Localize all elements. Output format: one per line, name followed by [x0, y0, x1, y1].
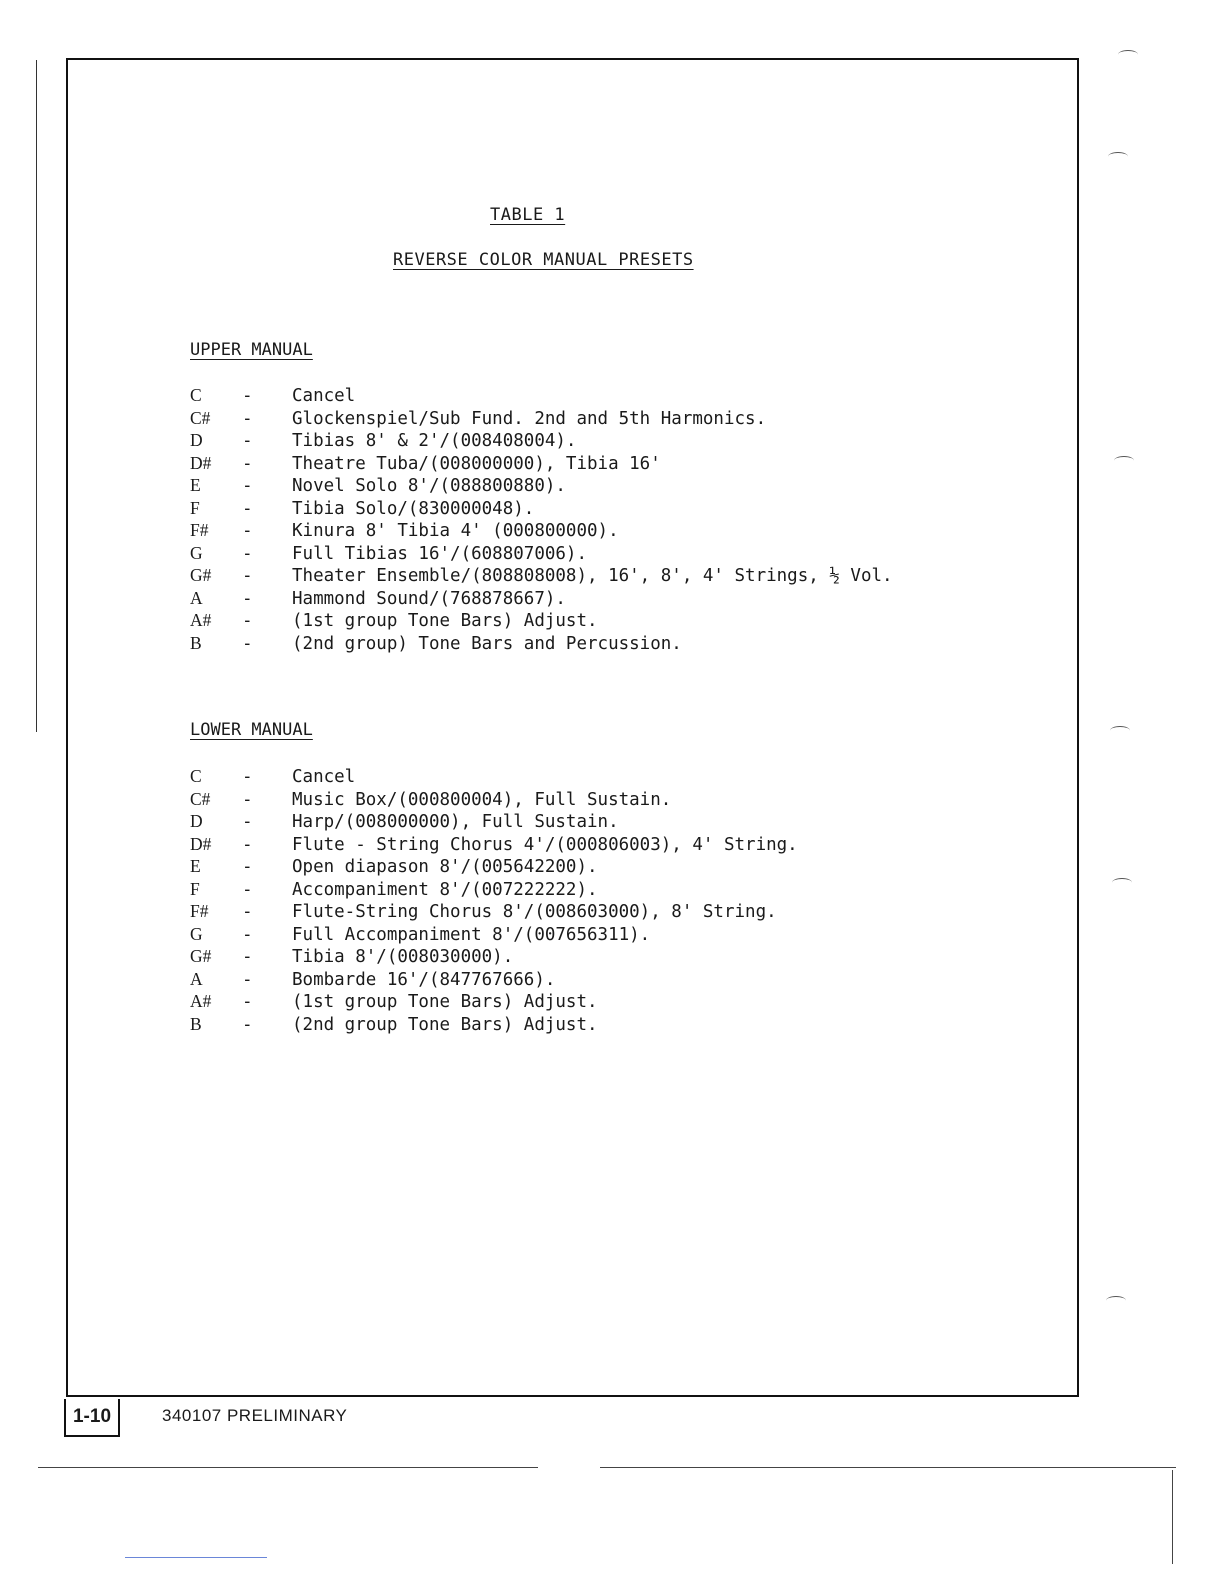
blue-underline-mark [125, 1557, 267, 1558]
preset-row [190, 788, 798, 811]
preset-dash: - [242, 812, 253, 832]
margin-scan-mark [1112, 878, 1132, 887]
preset-dash: - [242, 431, 253, 451]
preset-key: C# [190, 788, 211, 809]
preset-key: G# [190, 565, 212, 585]
table-number: TABLE 1 [490, 205, 566, 225]
preset-key: F# [190, 901, 209, 921]
preset-key: A# [190, 610, 212, 630]
preset-description: Theatre Tuba/(008000000), Tibia 16' [292, 453, 661, 474]
preset-dash: - [242, 408, 253, 429]
preset-description: (2nd group) Tone Bars and Percussion. [292, 633, 682, 654]
preset-dash: - [242, 476, 253, 496]
preset-dash: - [242, 611, 253, 631]
preset-description: Tibia Solo/(830000048). [292, 498, 535, 519]
preset-row [190, 923, 798, 946]
preset-key: B [190, 632, 202, 653]
preset-row [190, 1013, 798, 1036]
bottom-rule-right [600, 1467, 1176, 1468]
preset-description: Hammond Sound/(768878667). [292, 588, 566, 609]
margin-scan-mark [1106, 1296, 1126, 1305]
preset-dash: - [242, 521, 253, 541]
preset-description: Bombarde 16'/(847767666). [292, 969, 556, 990]
preset-key: D# [190, 833, 212, 854]
preset-key: F [190, 497, 200, 518]
preset-row [190, 632, 893, 655]
preset-dash: - [242, 633, 253, 654]
preset-key: G [190, 923, 203, 944]
preset-row [190, 474, 893, 497]
preset-description: Cancel [292, 767, 356, 787]
document-code: 340107 PRELIMINARY [162, 1406, 348, 1425]
preset-description: Glockenspiel/Sub Fund. 2nd and 5th Harmonics. [292, 408, 767, 429]
preset-dash: - [242, 588, 253, 609]
preset-key: D [190, 430, 203, 450]
preset-dash: - [242, 902, 253, 922]
preset-description: Tibia 8'/(008030000). [292, 947, 514, 967]
preset-key: F [190, 878, 200, 899]
preset-description: Music Box/(000800004), Full Sustain. [292, 789, 672, 810]
preset-dash: - [242, 992, 253, 1012]
preset-description: Theater Ensemble/(808808008), 16', 8', 4' Strings, ½ Vol. [292, 566, 893, 586]
preset-key: C# [190, 407, 211, 428]
preset-description: (1st group Tone Bars) Adjust. [292, 992, 598, 1012]
preset-description: Cancel [292, 386, 356, 406]
preset-dash: - [242, 1014, 253, 1035]
preset-dash: - [242, 789, 253, 810]
preset-dash: - [242, 386, 253, 406]
preset-description: Harp/(008000000), Full Sustain. [292, 812, 619, 832]
preset-dash: - [242, 767, 253, 787]
preset-row [190, 609, 893, 632]
preset-row [190, 564, 893, 587]
preset-key: A# [190, 991, 212, 1011]
preset-description: Accompaniment 8'/(007222222). [292, 879, 598, 900]
preset-row [190, 542, 893, 565]
preset-row [190, 878, 798, 901]
preset-key: E [190, 856, 201, 876]
preset-row [190, 519, 893, 542]
preset-key: A [190, 968, 203, 989]
lower-manual-heading: LOWER MANUAL [190, 720, 313, 740]
preset-dash: - [242, 879, 253, 900]
preset-key: B [190, 1013, 202, 1034]
preset-row [190, 900, 798, 923]
preset-row [190, 765, 798, 788]
upper-manual-preset-list [190, 384, 893, 654]
preset-row [190, 833, 798, 856]
preset-row [190, 855, 798, 878]
preset-key: A [190, 587, 203, 608]
preset-description: Flute - String Chorus 4'/(000806003), 4' String. [292, 834, 798, 855]
preset-description: (2nd group Tone Bars) Adjust. [292, 1014, 598, 1035]
preset-dash: - [242, 498, 253, 519]
preset-dash: - [242, 969, 253, 990]
preset-dash: - [242, 947, 253, 967]
right-edge-rule [1172, 1470, 1173, 1564]
preset-row [190, 429, 893, 452]
preset-row [190, 407, 893, 430]
lower-manual-preset-list [190, 765, 798, 1035]
binding-margin-rule [36, 60, 37, 732]
preset-row [190, 990, 798, 1013]
preset-key: G# [190, 946, 212, 966]
preset-description: Open diapason 8'/(005642200). [292, 857, 598, 877]
preset-row [190, 810, 798, 833]
margin-scan-mark [1114, 456, 1134, 465]
preset-key: E [190, 475, 201, 495]
bottom-rule-left [38, 1467, 538, 1468]
preset-description: Novel Solo 8'/(088800880). [292, 476, 566, 496]
preset-description: Tibias 8' & 2'/(008408004). [292, 431, 577, 451]
preset-dash: - [242, 543, 253, 564]
preset-row [190, 497, 893, 520]
preset-dash: - [242, 453, 253, 474]
preset-description: (1st group Tone Bars) Adjust. [292, 611, 598, 631]
preset-key: D# [190, 452, 212, 473]
upper-manual-heading: UPPER MANUAL [190, 340, 313, 360]
preset-dash: - [242, 924, 253, 945]
margin-scan-mark [1118, 50, 1138, 59]
preset-row [190, 452, 893, 475]
margin-scan-mark [1108, 152, 1128, 161]
page-number-badge: 1-10 [64, 1399, 120, 1437]
preset-description: Full Accompaniment 8'/(007656311). [292, 924, 651, 945]
margin-scan-mark [1110, 726, 1130, 735]
preset-key: C [190, 766, 202, 786]
preset-row [190, 945, 798, 968]
preset-key: D [190, 811, 203, 831]
preset-key: G [190, 542, 203, 563]
preset-description: Flute-String Chorus 8'/(008603000), 8' String. [292, 902, 777, 922]
preset-row [190, 968, 798, 991]
preset-row [190, 587, 893, 610]
preset-key: C [190, 385, 202, 405]
table-title: REVERSE COLOR MANUAL PRESETS [393, 250, 694, 270]
preset-description: Kinura 8' Tibia 4' (000800000). [292, 521, 619, 541]
preset-dash: - [242, 857, 253, 877]
preset-dash: - [242, 834, 253, 855]
preset-description: Full Tibias 16'/(608807006). [292, 543, 588, 564]
preset-dash: - [242, 566, 253, 586]
preset-key: F# [190, 520, 209, 540]
preset-row [190, 384, 893, 407]
